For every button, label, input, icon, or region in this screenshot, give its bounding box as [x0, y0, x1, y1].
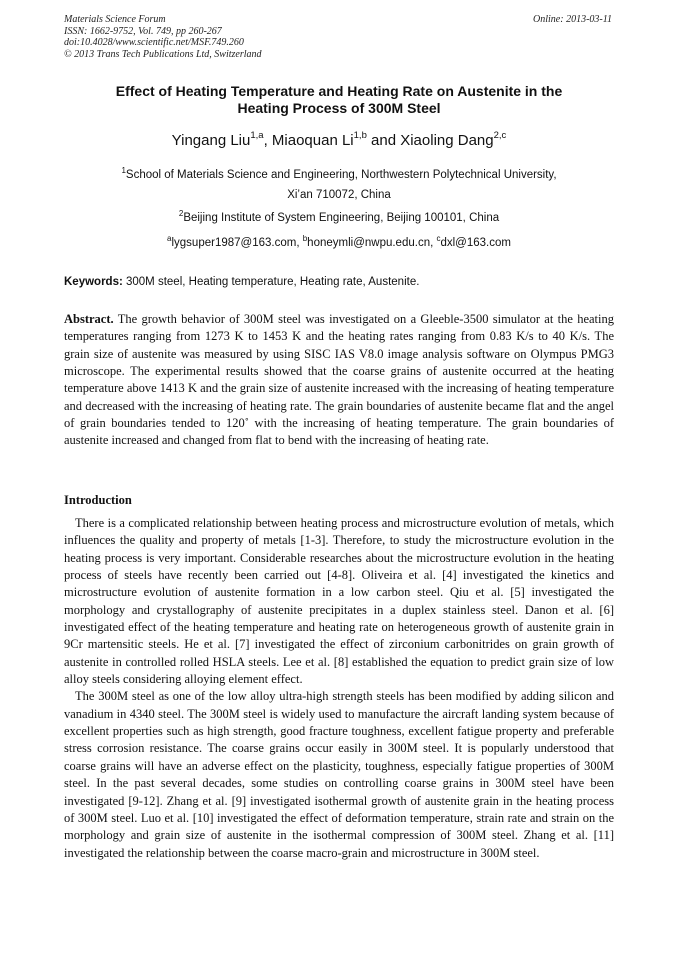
journal-name: Materials Science Forum — [64, 14, 166, 25]
author-3-affil: 2,c — [493, 130, 507, 141]
paragraph: The 300M steel as one of the low alloy ultra-high strength steels has been modified by adding silicon and vanadium in 4340 steel. The 300M steel is widely used to manufacture the aircraft landing system because of excellent properties such as high strength, good fracture toughness, excellent fatigue property and preferable stress corrosion resistance. The coarse grains occur easily in 300M steel. It is popularly understood that coarse grains will have an adverse effect on the plasticity, toughness, especially fatigue properties of 300M steel. In the past several decades, some studies on controlling coarse grains in 300M steel have been investigated [9-12]. Zhang et al. [9] investigated isothermal growth of austenite grain in the heating process of 300M steel. Luo et al. [10] investigated the effect of deformation temperature, strain rate and strain on the morphology and grain size of austenite in the isothermal compression of 300M steel. Zhang et al. [11] investigated the relationship between the coarse macro-grain and microstructure in 300M steel. — [64, 689, 614, 860]
abstract-label: Abstract. — [64, 312, 114, 326]
introduction-body — [64, 515, 614, 862]
author-1-affil: 1,a — [250, 130, 264, 141]
author-2-affil: 1,b — [353, 130, 367, 141]
author-3: and Xiaoling Dang — [366, 132, 494, 149]
keywords — [64, 274, 614, 290]
author-2: , Miaoquan Li — [263, 132, 354, 149]
affiliation-1-mark: 1 — [121, 166, 126, 175]
affiliation-2 — [64, 208, 614, 228]
affiliation-2-mark: 2 — [178, 209, 184, 218]
section-heading-introduction: Introduction — [64, 493, 132, 507]
journal-header — [64, 14, 262, 60]
keywords-text: 300M steel, Heating temperature, Heating rate, Austenite. — [122, 276, 420, 288]
affiliation-1-line-2: Xi’an 710072, China — [287, 189, 391, 201]
email-a-mark: a — [167, 234, 172, 243]
author-1: Yingang Liu — [171, 132, 251, 149]
paragraph: There is a complicated relationship between heating process and microstructure evolution of metals, which influences the quality and property of metals [1-3]. Therefore, to study the microstructure evolution in the heating process is very important. Considerable researches about the microstructure evolution in the heating process of steels have recently been carried out [4-8]. Oliveira et al. [4] investigated the kinetics and microstructure evolution of austenite formation in a low carbon steel. Qiu et al. [5] investigated the morphology and crystallography of austenite precipitates in a duplex stainless steel. Danon et al. [6] investigated effect of the heating temperature and heating rate on heterogeneous growth of austenite grain in 9Cr martensitic steels. He et al. [7] investigated the effect of zirconium carbonitrides on grain growth of austenite in controlled rolled HSLA steels. Lee et al. [8] established the equation to predict grain size of low alloy steels considering alloying element effect. — [64, 516, 614, 687]
affiliation-1 — [64, 165, 614, 205]
email-b-mark: b — [302, 234, 308, 243]
email-b: honeymli@nwpu.edu.cn, — [307, 237, 437, 249]
affiliation-1-line-1: School of Materials Science and Engineering, Northwestern Polytechnical University, — [125, 169, 557, 181]
email-c: dxl@163.com — [440, 237, 511, 249]
abstract — [64, 311, 614, 450]
paper-title — [64, 83, 614, 117]
issn-line: ISSN: 1662-9752, Vol. 749, pp 260-267 — [64, 25, 222, 37]
title-line-2: Heating Process of 300M Steel — [237, 100, 441, 116]
keywords-label: Keywords: — [64, 276, 123, 288]
doi-line: doi:10.4028/www.scientific.net/MSF.749.260 — [64, 37, 244, 48]
abstract-text: The growth behavior of 300M steel was investigated on a Gleeble-3500 simulator at the heating temperatures ranging from 1273 K to 1453 K and the heating rates ranging from 0.83 K/s to 40 K/s. The grain size of austenite was measured by using SISC IAS V8.0 image analysis software on Olympus PMG3 microscope. The experimental results showed that the coarse grains of austenite occurred at the heating temperature above 1413 K and the grain size of austenite increased with the increasing of heating temperature and decreased with the increasing of heating rate. The grain boundaries of austenite became flat and the angel of grain boundaries tended to 120˚ with the increasing of heating temperature. The grain boundaries of austenite increased and changed from flat to bend with the increasing of heating rate. — [64, 312, 614, 448]
author-list — [64, 131, 614, 151]
copyright-line: © 2013 Trans Tech Publications Ltd, Switzerland — [64, 48, 262, 60]
email-line — [64, 233, 614, 253]
affiliation-2-text: Beijing Institute of System Engineering, Beijing 100101, China — [183, 212, 500, 224]
title-line-1: Effect of Heating Temperature and Heating Rate on Austenite in the — [115, 83, 563, 99]
email-c-mark: c — [436, 234, 441, 243]
email-a: lygsuper1987@163.com, — [171, 237, 303, 249]
online-date: Online: 2013-03-11 — [533, 14, 612, 25]
